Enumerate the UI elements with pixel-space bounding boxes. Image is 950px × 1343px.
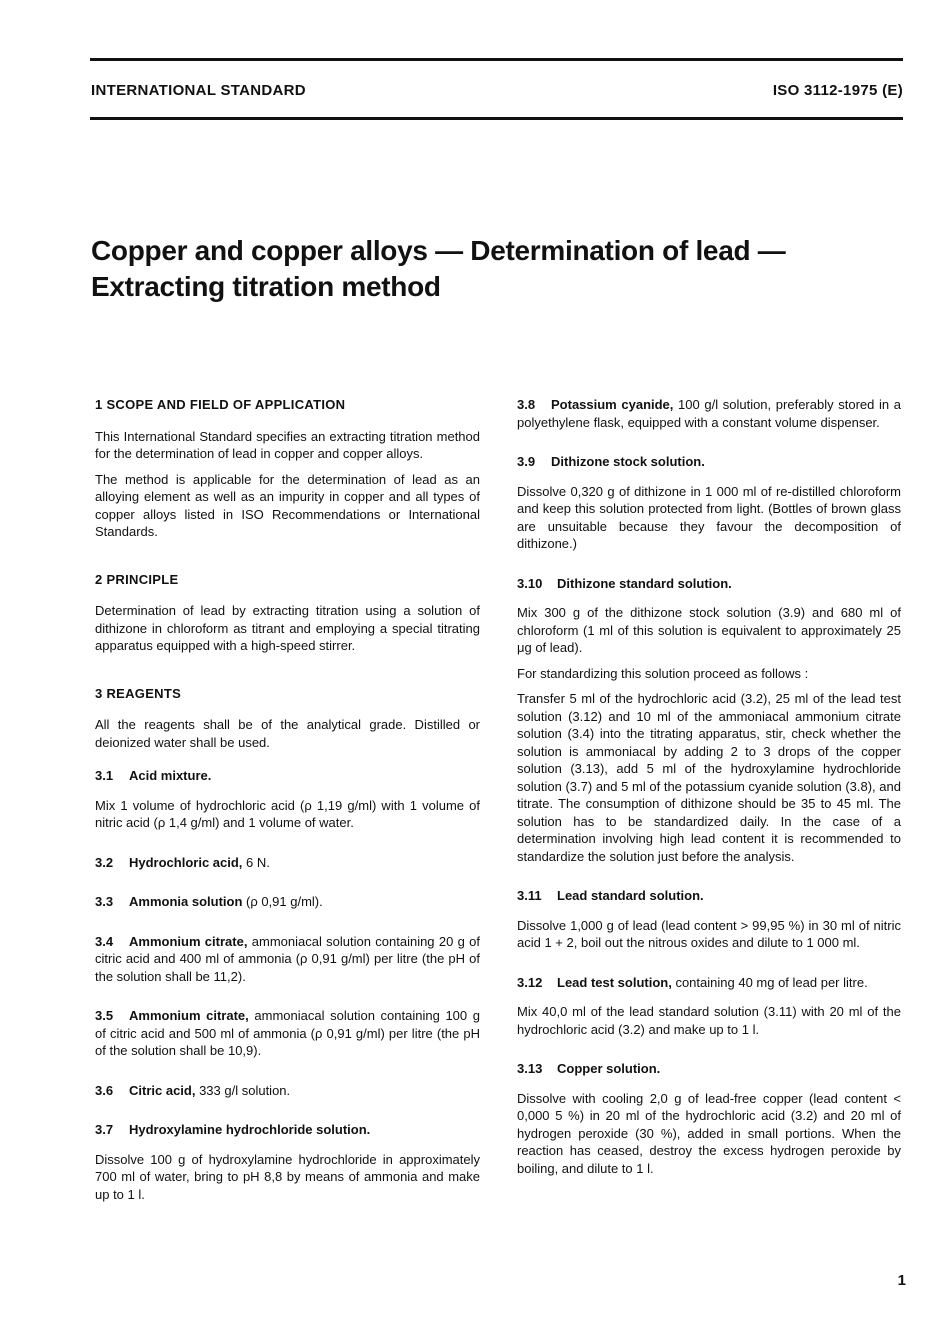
reagent-3-13-heading: 3.13 Copper solution. — [517, 1061, 661, 1076]
reagent-3-7-heading: 3.7 Hydroxylamine hydrochloride solution. — [95, 1122, 371, 1137]
header-top-rule — [90, 58, 903, 61]
page-number: 1 — [897, 1272, 906, 1289]
reagent-3-10-paragraph-1: Mix 300 g of the dithizone stock solution (3.9) and 680 ml of chloroform (1 ml of this solution is equivalent to approximately 25 μg of lead). — [517, 605, 901, 655]
reagent-3-11-text: Dissolve 1,000 g of lead (lead content > 99,95 %) in 30 ml of nitric acid 1 + 2, boil out the nitrous oxides and dilute to 1 000 ml. — [517, 917, 901, 950]
reagent-3-1-heading: 3.1 Acid mixture. — [95, 768, 212, 783]
right-column — [517, 396, 901, 1185]
reagent-3-6: 3.6 Citric acid, 333 g/l solution. — [95, 1082, 291, 1098]
reagent-3-8: 3.8 Potassium cyanide, 100 g/l solution, preferably stored in a polyethylene flask, equipped with a constant volume dispenser. — [517, 397, 901, 430]
reagent-3-10-paragraph-3: Transfer 5 ml of the hydrochloric acid (3.2), 25 ml of the lead test solution (3.12) and 10 ml of the ammoniacal ammonium citrate solution (3.4) into the titrating apparatus, stir, check whether the solution is ammoniacal by adding 2 to 3 drops of the copper solution (3.13), add 5 ml of the hydroxylamine hydrochloride solution (3.7) and 5 ml of the potassium cyanide solution (3.8), and titrate. The consumption of dithizone should be 35 to 45 ml. The solution has to be standardized daily. In the case of a determination involving high lead content it is recommended to standardize the solution just before the analysis. — [517, 691, 901, 864]
title-line-2: Extracting titration method — [91, 271, 441, 302]
reagent-3-7-text: Dissolve 100 g of hydroxylamine hydrochloride in approximately 700 ml of water, bring to pH 8,8 by means of ammonia and make up to 1 l. — [95, 1151, 480, 1202]
title-line-1: Copper and copper alloys — Determination of lead — — [91, 235, 786, 266]
reagent-3-9-text: Dissolve 0,320 g of dithizone in 1 000 ml of re-distilled chloroform and keep this solution protected from light. (Bottles of brown glass are unsuitable because they favour the decomposition of dithizone.) — [517, 483, 901, 551]
reagent-3-12-heading: 3.12 Lead test solution, containing 40 mg of lead per litre. — [517, 974, 868, 990]
reagent-3-10-heading: 3.10 Dithizone standard solution. — [517, 575, 732, 591]
header-bottom-rule — [90, 117, 903, 120]
reagent-3-9-heading: 3.9 Dithizone stock solution. — [517, 454, 705, 469]
section-1-paragraph-2: The method is applicable for the determination of lead as an alloying element as well as an impurity in copper and all types of copper alloys listed in ISO Recommendations or International Standards. — [95, 471, 480, 539]
section-1-heading: 1 SCOPE AND FIELD OF APPLICATION — [95, 397, 346, 412]
reagent-3-3: 3.3 Ammonia solution (ρ 0,91 g/ml). — [95, 894, 323, 909]
reagent-3-11-heading: 3.11 Lead standard solution. — [517, 888, 704, 903]
section-1-paragraph-1: This International Standard specifies an extracting titration method for the determination of lead in copper and copper alloys. — [95, 428, 480, 461]
document-type-label: INTERNATIONAL STANDARD — [91, 82, 306, 99]
document-reference-number: ISO 3112-1975 (E) — [772, 82, 903, 99]
document-title — [91, 233, 891, 305]
reagent-3-1-text: Mix 1 volume of hydrochloric acid (ρ 1,19 g/ml) with 1 volume of nitric acid (ρ 1,4 g/ml) and 1 volume of water. — [95, 797, 480, 830]
reagent-3-13-text: Dissolve with cooling 2,0 g of lead-free copper (lead content < 0,000 5 %) in 20 ml of the hydrochloric acid (3.2) and 20 ml of hydrogen peroxide (30 %), added in small portions. When the reaction has ceased, destroy the excess hydrogen peroxide by boiling, and dilute to 1 l. — [517, 1090, 901, 1176]
reagent-3-2: 3.2 Hydrochloric acid, 6 N. — [95, 854, 270, 870]
section-3-paragraph: All the reagents shall be of the analytical grade. Distilled or deionized water shall be used. — [95, 717, 480, 750]
section-3-heading: 3 REAGENTS — [95, 685, 182, 701]
reagent-3-12-text: Mix 40,0 ml of the lead standard solution (3.11) with 20 ml of the hydrochloric acid (3.2) and make up to 1 l. — [517, 1004, 901, 1037]
reagent-3-5: 3.5 Ammonium citrate, ammoniacal solution containing 100 g of citric acid and 500 ml of ammonia (ρ 0,91 g/ml) per litre (the pH of the solution shall be 10,9). — [95, 1008, 480, 1058]
reagent-3-10-paragraph-2: For standardizing this solution proceed as follows : — [517, 665, 809, 681]
reagent-3-4: 3.4 Ammonium citrate, ammoniacal solution containing 20 g of citric acid and 400 ml of ammonia (ρ 0,91 g/ml) per litre (the pH of the solution shall be 11,2). — [95, 933, 480, 984]
section-2-paragraph: Determination of lead by extracting titration using a solution of dithizone in chloroform as titrant and employing a special titrating apparatus equipped with a high-speed stirrer. — [95, 603, 480, 653]
left-column — [95, 396, 480, 1211]
section-2-heading: 2 PRINCIPLE — [95, 571, 179, 587]
